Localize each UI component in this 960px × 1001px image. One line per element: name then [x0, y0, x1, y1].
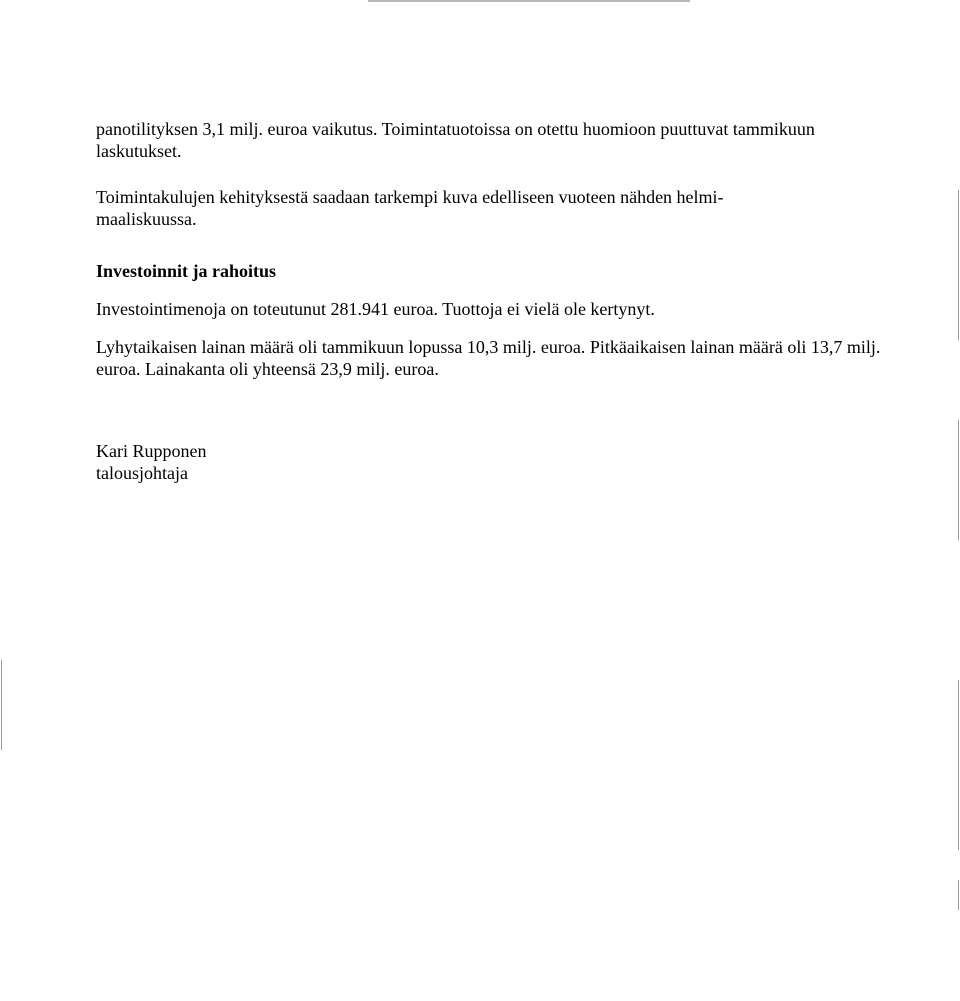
scan-artifact-right-edge — [958, 680, 959, 850]
scan-artifact-right-edge — [958, 420, 959, 540]
scan-artifact-right-edge — [958, 880, 959, 910]
signature-name: Kari Rupponen — [96, 441, 207, 461]
scan-artifact-right-edge — [958, 190, 959, 340]
paragraph-operating-income: panotilityksen 3,1 milj. euroa vaikutus. Toimintatuotoissa on otettu huomioon puuttuvat tammikuun laskutukset. — [96, 119, 815, 161]
scan-artifact-left-edge — [1, 660, 2, 750]
section-heading-investments: Investoinnit ja rahoitus — [96, 261, 277, 281]
paragraph-operating-costs: Toimintakulujen kehityksestä saadaan tarkempi kuva edelliseen vuoteen nähden helmi-maaliskuussa. — [96, 187, 724, 229]
scan-artifact-top-line — [368, 0, 690, 2]
signature-title: talousjohtaja — [96, 463, 188, 483]
paragraph-loans: Lyhytaikaisen lainan määrä oli tammikuun lopussa 10,3 milj. euroa. Pitkäaikaisen lainan määrä oli 13,7 milj. euroa. Lainakanta oli yhteensä 23,9 milj. euroa. — [96, 337, 881, 379]
paragraph-investments: Investointimenoja on toteutunut 281.941 euroa. Tuottoja ei vielä ole kertynyt. — [96, 299, 655, 319]
document-body — [96, 118, 896, 484]
